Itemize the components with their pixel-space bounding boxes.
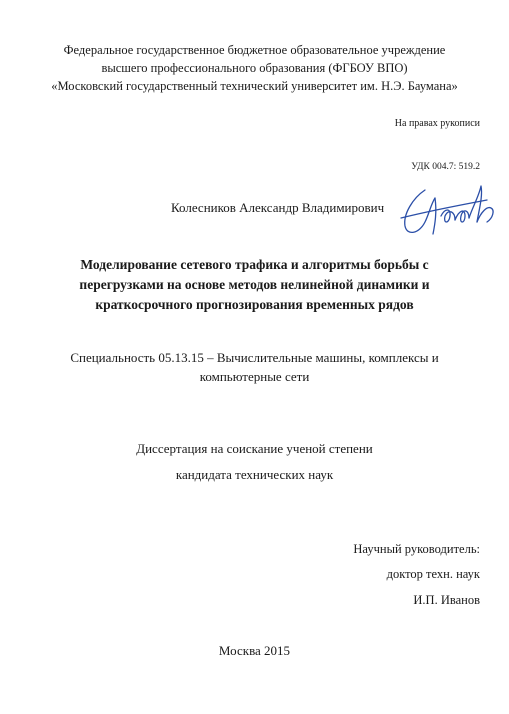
dissertation-line-1: Диссертация на соискание ученой степени bbox=[136, 441, 373, 456]
author-name: Колесников Александр Владимирович bbox=[171, 200, 385, 215]
title-line-2: перегрузками на основе методов нелинейной динамики и bbox=[79, 277, 430, 292]
supervisor-name: И.П. Иванов bbox=[413, 593, 480, 607]
supervisor-label: Научный руководитель: bbox=[353, 542, 480, 556]
udc-code: УДК 004.7: 519.2 bbox=[411, 162, 480, 172]
city-year: Москва 2015 bbox=[218, 643, 291, 658]
specialty-line-2: компьютерные сети bbox=[199, 369, 310, 384]
specialty-line-1: Специальность 05.13.15 – Вычислительные машины, комплексы и bbox=[70, 350, 439, 365]
institution-line-2: высшего профессионального образования (ФГБОУ ВПО) bbox=[101, 61, 408, 75]
institution-line-3: «Московский государственный технический университет им. Н.Э. Баумана» bbox=[51, 79, 458, 93]
supervisor-degree: доктор техн. наук bbox=[386, 567, 480, 581]
signature-image bbox=[395, 178, 505, 250]
title-line-3: краткосрочного прогнозирования временных рядов bbox=[95, 297, 414, 312]
dissertation-line-2: кандидата технических наук bbox=[175, 467, 334, 482]
title-line-1: Моделирование сетевого трафика и алгоритмы борьбы с bbox=[80, 257, 429, 272]
manuscript-note: На правах рукописи bbox=[394, 118, 480, 129]
institution-line-1: Федеральное государственное бюджетное образовательное учреждение bbox=[63, 43, 446, 57]
